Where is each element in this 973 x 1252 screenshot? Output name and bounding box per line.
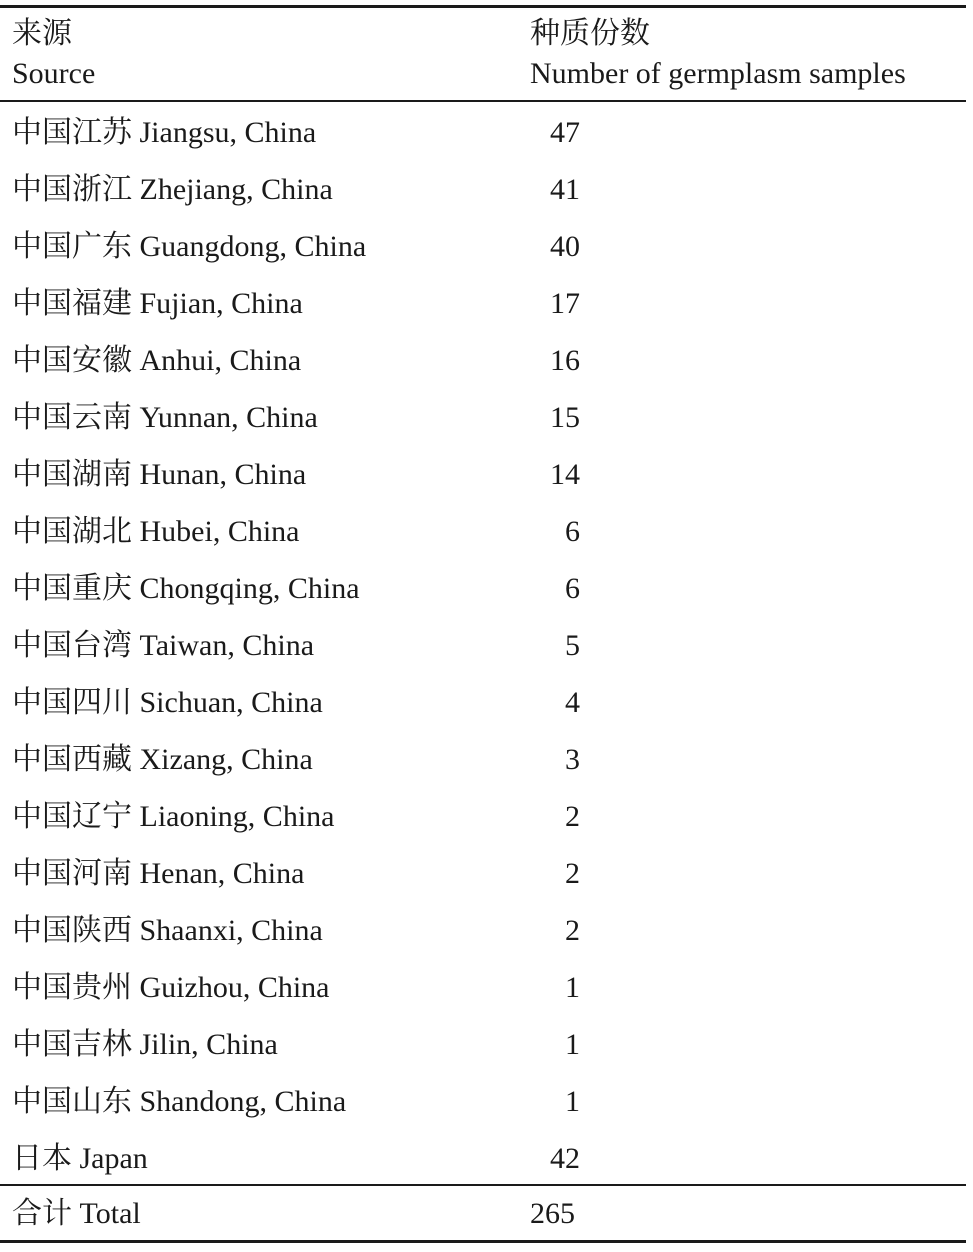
count-cell: 2 [565,800,580,833]
table-row [0,674,966,731]
table-body [0,104,966,1187]
source-cell: 中国台湾 Taiwan, China [12,629,315,662]
count-cell: 16 [550,344,580,377]
count-cell: 1 [565,1085,580,1118]
source-cell: 中国吉林 Jilin, China [12,1028,278,1061]
count-cell: 40 [550,230,580,263]
table-row [0,902,966,959]
count-cell: 2 [565,914,580,947]
header-source-zh: 来源 [12,17,72,50]
table-row [0,446,966,503]
count-cell: 17 [550,287,580,320]
table-row [0,1073,966,1130]
table-row [0,389,966,446]
source-cell: 中国四川 Sichuan, China [12,686,323,719]
count-cell: 42 [550,1142,580,1175]
top-rule [0,5,966,8]
source-cell: 中国西藏 Xizang, China [12,743,313,776]
total-rule [0,1184,966,1186]
source-cell: 日本 Japan [12,1142,148,1175]
table-row [0,617,966,674]
source-cell: 中国福建 Fujian, China [12,287,303,320]
source-cell: 中国浙江 Zhejiang, China [12,173,333,206]
header-count [530,14,906,94]
table-row [0,845,966,902]
source-cell: 中国河南 Henan, China [12,857,305,890]
count-cell: 1 [565,1028,580,1061]
count-cell: 2 [565,857,580,890]
source-cell: 中国辽宁 Liaoning, China [12,800,335,833]
source-cell: 中国湖南 Hunan, China [12,458,307,491]
count-cell: 3 [565,743,580,776]
total-label: 合计 Total [12,1197,141,1230]
table-row [0,332,966,389]
table-row [0,1016,966,1073]
table-row [0,1130,966,1187]
table-row [0,959,966,1016]
total-row [0,1187,966,1240]
count-cell: 6 [565,572,580,605]
count-cell: 1 [565,971,580,1004]
header-count-zh: 种质份数 [530,17,650,50]
bottom-rule [0,1240,966,1243]
source-cell: 中国陕西 Shaanxi, China [12,914,323,947]
table-row [0,560,966,617]
header-source [12,14,95,94]
total-count: 265 [530,1197,575,1230]
table-row [0,731,966,788]
count-cell: 14 [550,458,580,491]
header-rule [0,100,966,102]
count-cell: 5 [565,629,580,662]
source-cell: 中国江苏 Jiangsu, China [12,116,317,149]
count-cell: 4 [565,686,580,719]
table-row [0,275,966,332]
table-header [0,10,966,100]
count-cell: 47 [550,116,580,149]
source-cell: 中国贵州 Guizhou, China [12,971,330,1004]
table-row [0,788,966,845]
table-row [0,218,966,275]
table-row [0,104,966,161]
source-cell: 中国安徽 Anhui, China [12,344,302,377]
source-cell: 中国重庆 Chongqing, China [12,572,360,605]
header-count-en: Number of germplasm samples [530,57,906,90]
count-cell: 6 [565,515,580,548]
source-cell: 中国广东 Guangdong, China [12,230,367,263]
source-cell: 中国山东 Shandong, China [12,1085,347,1118]
table-row [0,161,966,218]
header-source-en: Source [12,57,96,90]
source-cell: 中国云南 Yunnan, China [12,401,318,434]
count-cell: 15 [550,401,580,434]
table-row [0,503,966,560]
source-cell: 中国湖北 Hubei, China [12,515,300,548]
count-cell: 41 [550,173,580,206]
